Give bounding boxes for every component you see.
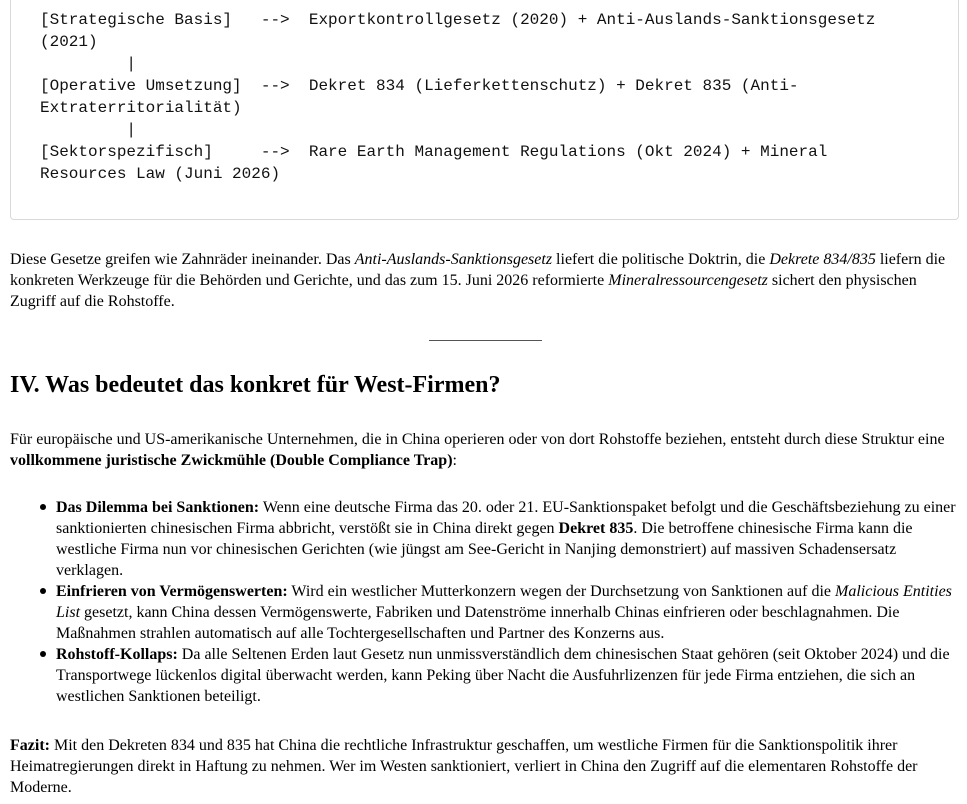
intro-paragraph: Diese Gesetze greifen wie Zahnräder ineinander. Das Anti-Auslands-Sanktionsgesetz liefert die politische Doktrin, die Dekrete 834/835 liefern die konkreten Werkzeuge für die Behörden und Gerichte, und das zum 15. Juni 2026 reformierte Mineralressourcengesetz sichert den physischen Zugriff auf die Rohstoffe. <box>10 251 946 310</box>
conclusion-paragraph: Fazit: Mit den Dekreten 834 und 835 hat China die rechtliche Infrastruktur geschaffen, um westliche Firmen für die Sanktionspolitik ihrer Heimatregierungen direkt in Haftung zu nehmen. Wer im Westen sanktioniert, verliert in China den Zugriff auf die elementaren Rohstoffe der Moderne. <box>10 737 918 796</box>
section-heading: IV. Was bedeutet das konkret für West-Firmen? <box>10 372 501 398</box>
list-item: Einfrieren von Vermögenswerten: Wird ein westlicher Mutterkonzern wegen der Durchsetzung von Sanktionen auf die Malicious Entities List gesetzt, kann China dessen Vermögenswerte, Fabriken und Datenströme innerhalb Chinas einfrieren oder beschlagnahmen. Die Maßnahmen strahlen automatisch auf alle Tochtergesellschaften und Partner des Konzerns aus. <box>0 581 958 644</box>
bullet-title: Einfrieren von Vermögenswerten: <box>56 583 288 600</box>
bullet-title: Das Dilemma bei Sanktionen: <box>56 499 260 516</box>
bullet-icon <box>40 651 46 657</box>
emphasis: Malicious Entities List <box>56 583 952 621</box>
section-divider <box>429 340 542 341</box>
code-line: [Strategische Basis] --> Exportkontrollgesetz (2020) + Anti-Auslands-Sanktionsgesetz <box>40 11 876 29</box>
bullet-icon <box>40 588 46 594</box>
list-item: Das Dilemma bei Sanktionen: Wenn eine deutsche Firma das 20. oder 21. EU-Sanktionspaket befolgt und die Geschäftsbeziehung zu einer sanktionierten chinesischen Firma abbricht, verstößt sie in China direkt gegen Dekret 835. Die betroffene chinesische Firma kann die westliche Firma nun vor chinesischen Gerichten (wie jüngst am See-Gericht in Nanjing demonstriert) auf massiven Schadensersatz verklagen. <box>0 497 958 581</box>
code-line: | <box>40 55 137 73</box>
code-line: | <box>40 121 137 139</box>
code-line: [Sektorspezifisch] --> Rare Earth Management Regulations (Okt 2024) + Mineral <box>40 143 828 161</box>
emphasis: Anti-Auslands-Sanktionsgesetz <box>354 251 553 268</box>
bullet-list <box>0 497 958 707</box>
emphasis-strong: vollkommene juristische Zwickmühle (Double Compliance Trap) <box>10 452 453 469</box>
code-line: Resources Law (Juni 2026) <box>40 165 281 183</box>
code-line: [Operative Umsetzung] --> Dekret 834 (Lieferkettenschutz) + Dekret 835 (Anti- <box>40 77 799 95</box>
code-line: (2021) <box>40 33 98 51</box>
code-line: Extraterritorialität) <box>40 99 242 117</box>
conclusion-label: Fazit: <box>10 737 50 754</box>
emphasis: Dekrete 834/835 <box>769 251 876 268</box>
lead-paragraph: Für europäische und US-amerikanische Unternehmen, die in China operieren oder von dort Rohstoffe beziehen, entsteht durch diese Struktur eine vollkommene juristische Zwickmühle (Double Compliance Trap): <box>10 431 945 469</box>
list-item: Rohstoff-Kollaps: Da alle Seltenen Erden laut Gesetz nun unmissverständlich dem chinesischen Staat gehören (seit Oktober 2024) und die Transportwege lückenlos digital überwacht werden, kann Peking über Nacht die Ausfuhrlizenzen für jede Firma entziehen, die sich an westlichen Sanktionen beteiligt. <box>0 644 958 707</box>
code-block <box>10 0 959 220</box>
bullet-title: Rohstoff-Kollaps: <box>56 646 178 663</box>
emphasis: Mineralressourcengesetz <box>608 272 768 289</box>
bullet-icon <box>40 504 46 510</box>
emphasis-strong: Dekret 835 <box>558 520 634 537</box>
